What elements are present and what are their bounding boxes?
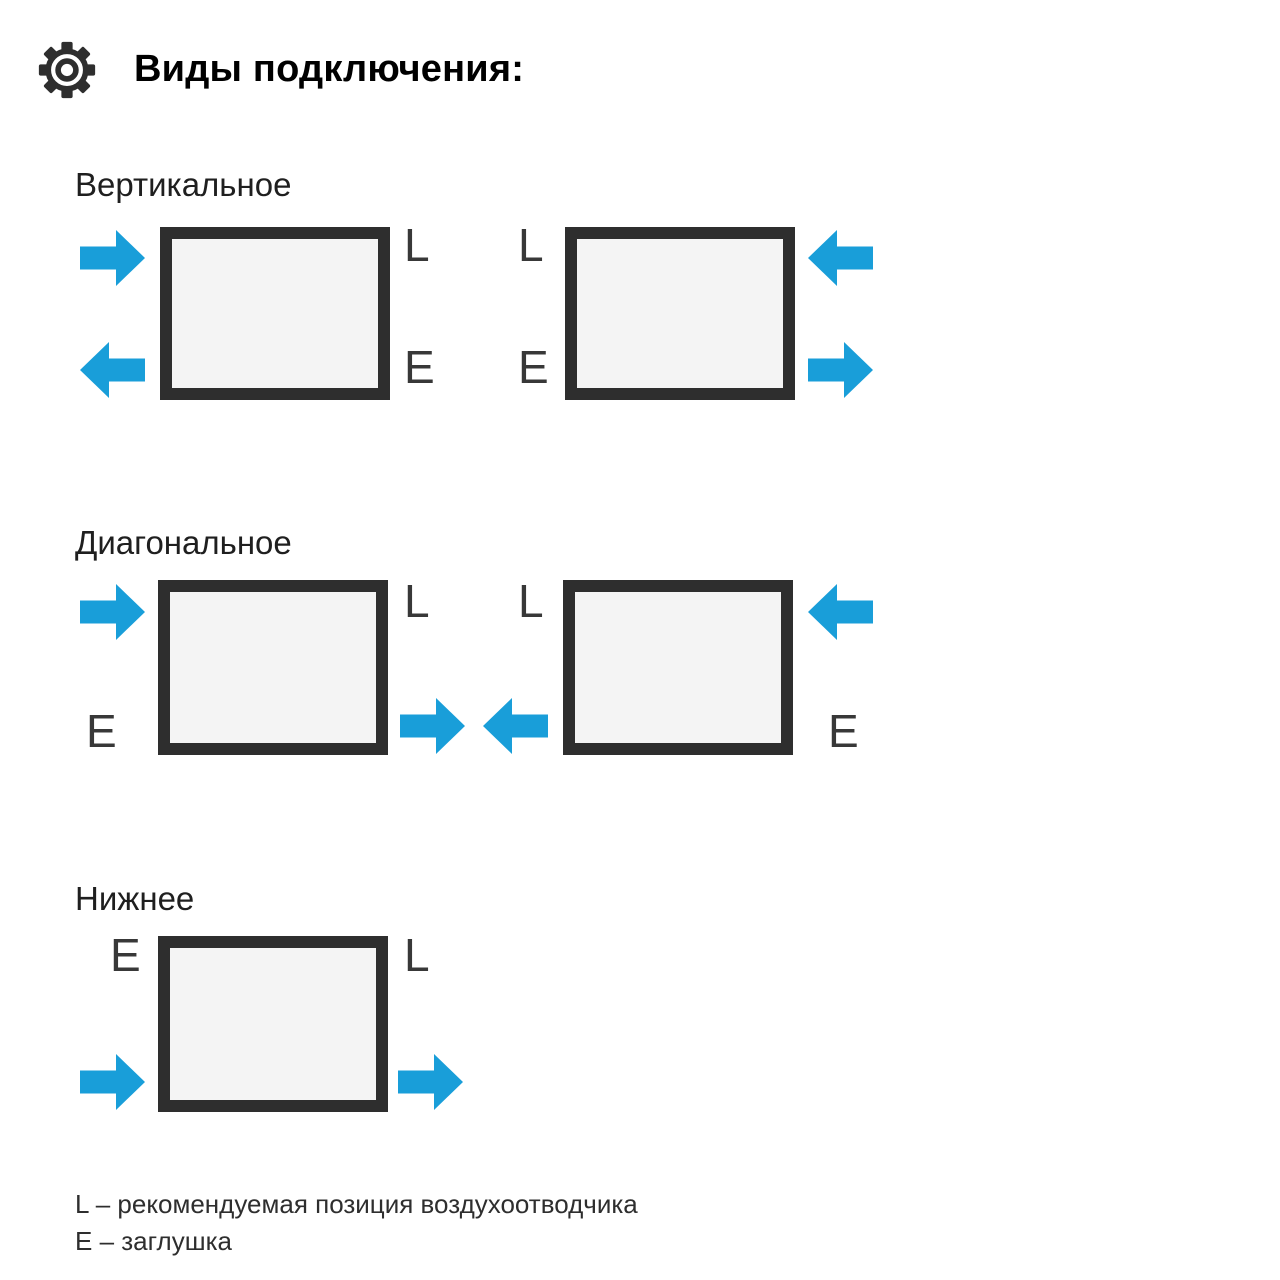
port-label-l: L xyxy=(404,929,430,981)
section-heading-diagonal: Диагональное xyxy=(75,524,292,561)
flow-arrow-left-icon xyxy=(808,230,873,286)
port-label-e: E xyxy=(518,341,549,393)
port-label-l: L xyxy=(404,219,430,271)
flow-arrow-right-icon xyxy=(398,1054,463,1110)
flow-arrow-left-icon xyxy=(808,584,873,640)
radiator-diagonal-right xyxy=(563,580,793,755)
flow-arrow-left-icon xyxy=(80,342,145,398)
port-label-l: L xyxy=(404,575,430,627)
port-label-e: E xyxy=(86,705,117,757)
flow-arrow-right-icon xyxy=(808,342,873,398)
flow-arrow-left-icon xyxy=(483,698,548,754)
flow-arrow-right-icon xyxy=(400,698,465,754)
legend-line-l: L – рекомендуемая позиция воздухоотводчика xyxy=(75,1189,638,1219)
port-label-e: E xyxy=(110,929,141,981)
legend xyxy=(75,1186,638,1260)
port-label-e: E xyxy=(404,341,435,393)
port-label-l: L xyxy=(518,219,544,271)
gear-icon xyxy=(37,40,97,100)
flow-arrow-right-icon xyxy=(80,1054,145,1110)
radiator-vertical-right xyxy=(565,227,795,400)
section-heading-vertical: Вертикальное xyxy=(75,166,292,203)
port-label-e: E xyxy=(828,705,859,757)
legend-line-e: E – заглушка xyxy=(75,1226,232,1256)
radiator-bottom xyxy=(158,936,388,1112)
radiator-diagonal-left xyxy=(158,580,388,755)
radiator-vertical-left xyxy=(160,227,390,400)
flow-arrow-right-icon xyxy=(80,584,145,640)
port-label-l: L xyxy=(518,575,544,627)
flow-arrow-right-icon xyxy=(80,230,145,286)
section-heading-bottom: Нижнее xyxy=(75,880,195,917)
page-title: Виды подключения: xyxy=(134,48,525,90)
